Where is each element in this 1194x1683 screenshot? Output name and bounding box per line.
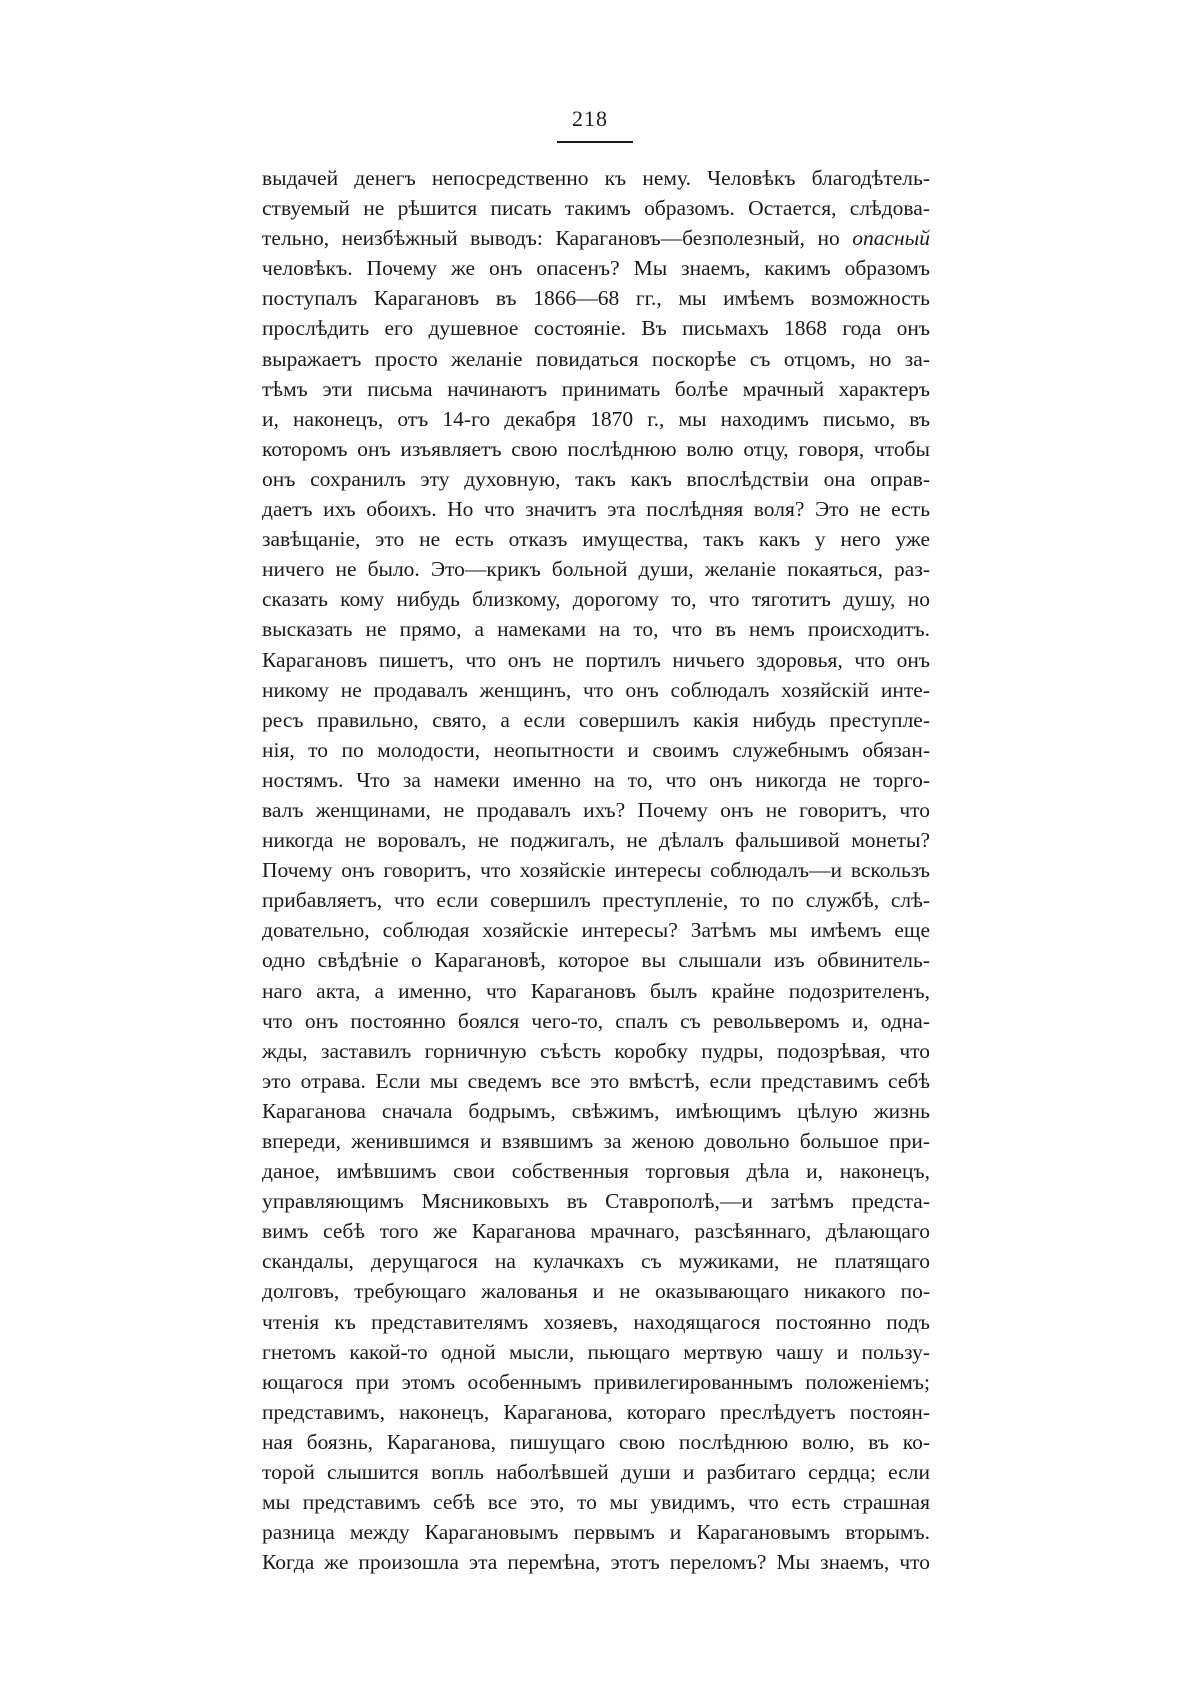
text-line: скандалы, дерущагося на кулачкахъ съ мужиками, не платящаго (262, 1249, 930, 1274)
text-line: ющагося при этомъ особеннымъ привилегированнымъ положеніемъ; (262, 1369, 930, 1394)
text-line: Почему онъ говоритъ, что хозяйскіе интересы соблюдалъ—и вскользъ (262, 858, 930, 883)
text-line: Карагановъ пишетъ, что онъ не портилъ ничьего здоровья, что онъ (262, 647, 930, 672)
text-line: Когда же произошла эта перемѣна, этотъ переломъ? Мы знаемъ, что (262, 1550, 930, 1575)
text-line: поступалъ Карагановъ въ 1866—68 гг., мы имѣемъ возможность (262, 286, 930, 311)
text-line: жды, заставилъ горничную съѣсть коробку пудры, подозрѣвая, что (262, 1038, 930, 1063)
emphasized-word: опасный (852, 226, 930, 251)
text-line: представимъ, наконецъ, Караганова, котораго преслѣдуетъ постоян- (262, 1399, 930, 1424)
text-line: ствуемый не рѣшится писать такимъ образомъ. Остается, слѣдова- (262, 196, 930, 221)
text-line: валъ женщинами, не продавалъ ихъ? Почему онъ не говоритъ, что (262, 797, 930, 822)
text-line: прослѣдить его душевное состояніе. Въ письмахъ 1868 года онъ (262, 316, 930, 341)
text-line: никогда не воровалъ, не поджигалъ, не дѣлалъ фальшивой монеты? (262, 828, 930, 853)
text-line: ресъ правильно, свято, а если совершилъ какія нибудь преступле- (262, 707, 930, 732)
text-line: торой слышится вопль наболѣвшей души и разбитаго сердца; если (262, 1460, 930, 1485)
text-line: долговъ, требующаго жалованья и не оказывающаго никакого по- (262, 1279, 930, 1304)
text-line: ная боязнь, Караганова, пишущаго свою послѣднюю волю, въ ко- (262, 1429, 930, 1454)
text-line: нія, то по молодости, неопытности и своимъ служебнымъ обязан- (262, 737, 930, 762)
text-line: ничего не было. Это—крикъ больной души, желаніе покаяться, раз- (262, 557, 930, 582)
text-line: это отрава. Если мы сведемъ все это вмѣстѣ, если представимъ себѣ (262, 1068, 930, 1093)
text-line: сказать кому нибудь близкому, дорогому то, что тяготитъ душу, но (262, 587, 930, 612)
text-line: даетъ ихъ обоихъ. Но что значитъ эта послѣдняя воля? Это не есть (262, 497, 930, 522)
text-line: даное, имѣвшимъ свои собственныя торговыя дѣла и, наконецъ, (262, 1159, 930, 1184)
text-line: Караганова сначала бодрымъ, свѣжимъ, имѣющимъ цѣлую жизнь (262, 1098, 930, 1123)
text-line: тельно, неизбѣжный выводъ: Карагановъ—безполезный, но опасный (262, 226, 930, 251)
text-line: вимъ себѣ того же Караганова мрачнаго, разсѣяннаго, дѣлающаго (262, 1219, 930, 1244)
text-line: тѣмъ эти письма начинаютъ принимать болѣе мрачный характеръ (262, 376, 930, 401)
text-line: наго акта, а именно, что Карагановъ былъ крайне подозрителенъ, (262, 978, 930, 1003)
text-line: онъ сохранилъ эту духовную, такъ какъ впослѣдствіи она оправ- (262, 466, 930, 491)
text-line: чтенія къ представителямъ хозяевъ, находящагося постоянно подъ (262, 1309, 930, 1334)
text-line: гнетомъ какой-то одной мысли, пьющаго мертвую чашу и пользу- (262, 1339, 930, 1364)
text-line: и, наконецъ, отъ 14-го декабря 1870 г., мы находимъ письмо, въ (262, 406, 930, 431)
text-line: довательно, соблюдая хозяйскіе интересы? Затѣмъ мы имѣемъ еще (262, 918, 930, 943)
page-number-rule (557, 141, 633, 143)
text-line: никому не продавалъ женщинъ, что онъ соблюдалъ хозяйскій инте- (262, 677, 930, 702)
text-line: разница между Карагановымъ первымъ и Карагановымъ вторымъ. (262, 1520, 930, 1545)
text-line: которомъ онъ изъявляетъ свою послѣднюю волю отцу, говоря, чтобы (262, 436, 930, 461)
text-line: управляющимъ Мясниковыхъ въ Ставрополѣ,—и затѣмъ предста- (262, 1189, 930, 1214)
text-line: человѣкъ. Почему же онъ опасенъ? Мы знаемъ, какимъ образомъ (262, 256, 930, 281)
text-line: одно свѣдѣніе о Карагановѣ, которое вы слышали изъ обвинитель- (262, 948, 930, 973)
text-line: впереди, женившимся и взявшимъ за женою довольно большое при- (262, 1129, 930, 1153)
text-line: высказать не прямо, а намеками на то, что въ немъ происходитъ. (262, 617, 930, 642)
text-line: мы представимъ себѣ все это, то мы увидимъ, что есть страшная (262, 1490, 930, 1515)
text-line: ностямъ. Что за намеки именно на то, что онъ никогда не торго- (262, 767, 930, 792)
text-line: выражаетъ просто желаніе повидаться поскорѣе съ отцомъ, но за- (262, 346, 930, 371)
page-number: 218 (572, 106, 608, 131)
text-line: что онъ постоянно боялся чего-то, спалъ съ револьверомъ и, одна- (262, 1008, 930, 1033)
text-line: выдачей денегъ непосредственно къ нему. Человѣкъ благодѣтель- (262, 166, 930, 190)
text-line: завѣщаніе, это не есть отказъ имущества, такъ какъ у него уже (262, 527, 930, 552)
body-text (262, 163, 930, 1577)
text-line: прибавляетъ, что если совершилъ преступленіе, то по службѣ, слѣ- (262, 888, 930, 913)
